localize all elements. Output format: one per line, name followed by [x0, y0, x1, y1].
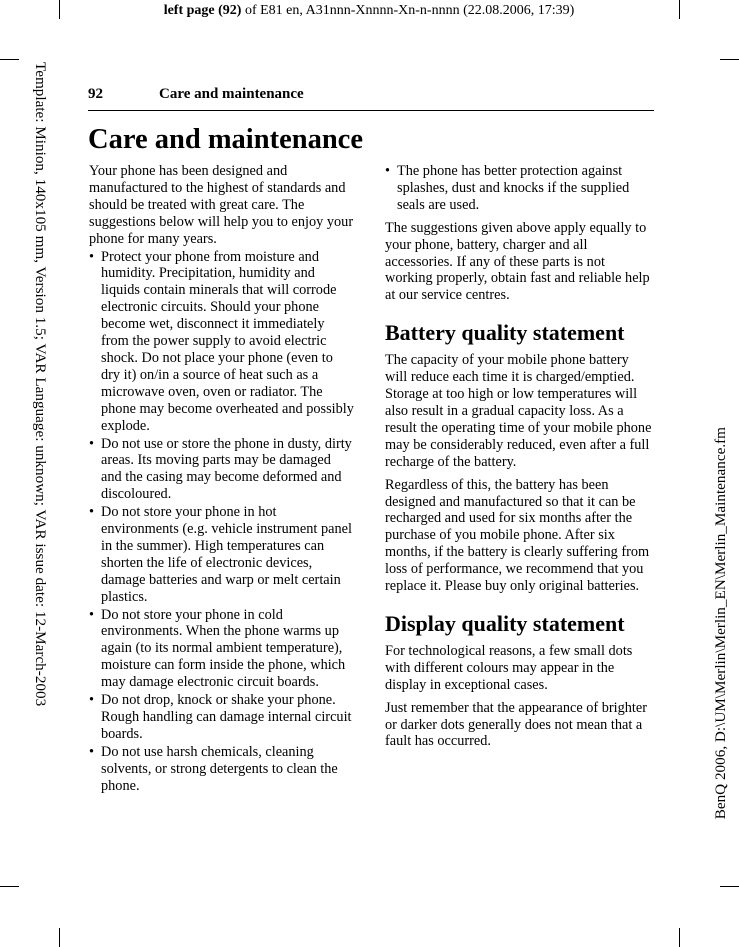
battery-paragraph: Regardless of this, the battery has been designed and manufactured so that it can be recharged and used for six months after the purchase of you mobile phone. After six months, if the battery is clearly suffering from loss of performance, we recommend that you replace it. Please buy only original batteries. — [385, 476, 650, 595]
left-column — [89, 163, 355, 795]
list-item: • Do not store your phone in cold environments. When the phone warms up again (to its normal ambient temperature), moisture can form inside the phone, which may damage electronic circuit boards. — [89, 607, 355, 692]
display-heading: Display quality statement — [385, 610, 625, 636]
print-info-page: left page (92) — [163, 3, 242, 18]
display-paragraph: Just remember that the appearance of brighter or darker dots generally does not mean that a fault has occurred. — [385, 699, 647, 750]
list-item: • Do not store your phone in hot environments (e.g. vehicle instrument panel in the summer). High temperatures can shorten the life of electronic devices, damage batteries and warp or melt certain plastics. — [89, 504, 355, 605]
crop-mark — [59, 928, 60, 947]
list-item: • Do not use harsh chemicals, cleaning solvents, or strong detergents to clean the phone. — [89, 744, 355, 795]
right-column — [385, 163, 653, 750]
crop-mark — [720, 886, 739, 887]
crop-mark — [679, 0, 680, 19]
file-path-vertical: BenQ 2006, D:\UM\Merlin\Merlin_EN\Merlin_Maintenance.fm — [712, 427, 729, 820]
intro-paragraph: Your phone has been designed and manufactured to the highest of standards and should be treated with great care. The suggestions below will help you to enjoy your phone for many years. — [89, 163, 354, 247]
crop-mark — [720, 59, 739, 60]
template-info-vertical: Template: Minion, 140x105 mm, Version 1.5; VAR Language: unknown; VAR issue date: 12-March-2003 — [32, 62, 49, 707]
print-info-line — [59, 0, 679, 21]
page-title: Care and maintenance — [88, 124, 363, 155]
battery-paragraph: The capacity of your mobile phone battery will reduce each time it is charged/emptied. Storage at too high or low temperatures will also result in a gradual capacity loss. As a result the operating time of your mobile phone may be considerably reduced, even after a full recharge of the battery. — [385, 352, 652, 470]
running-head-title: Care and maintenance — [159, 86, 304, 102]
battery-heading: Battery quality statement — [385, 320, 625, 346]
crop-mark — [0, 59, 19, 60]
crop-mark — [679, 928, 680, 947]
care-list — [89, 249, 355, 795]
page-number: 92 — [88, 86, 103, 102]
suggestions-paragraph: The suggestions given above apply equally to your phone, battery, charger and all accessories. If any of these parts is not working properly, obtain fast and reliable help at our service centres. — [385, 219, 650, 304]
header-rule — [88, 110, 654, 111]
list-item: • Do not drop, knock or shake your phone. Rough handling can damage internal circuit boards. — [89, 692, 355, 743]
list-item: • Do not use or store the phone in dusty, dirty areas. Its moving parts may be damaged and the casing may become deformed and discoloured. — [89, 436, 355, 504]
print-info-details: of E81 en, A31nnn-Xnnnn-Xn-n-nnnn (22.08.2006, 17:39) — [241, 3, 575, 18]
list-item: • Protect your phone from moisture and humidity. Precipitation, humidity and liquids contain minerals that will corrode electronic circuits. Should your phone become wet, disconnect it immediately from the power supply to avoid electric shock. Do not place your phone (even to dry it) on/in a source of heat such as a microwave oven, oven or radiator. The phone may become overheated and possibly explode. — [89, 249, 355, 435]
crop-mark — [0, 886, 19, 887]
care-list-continued — [385, 163, 653, 214]
display-paragraph: For technological reasons, a few small dots with different colours may appear in the display in exceptional cases. — [385, 642, 633, 693]
list-item: • The phone has better protection against splashes, dust and knocks if the supplied seals are used. — [385, 163, 653, 214]
